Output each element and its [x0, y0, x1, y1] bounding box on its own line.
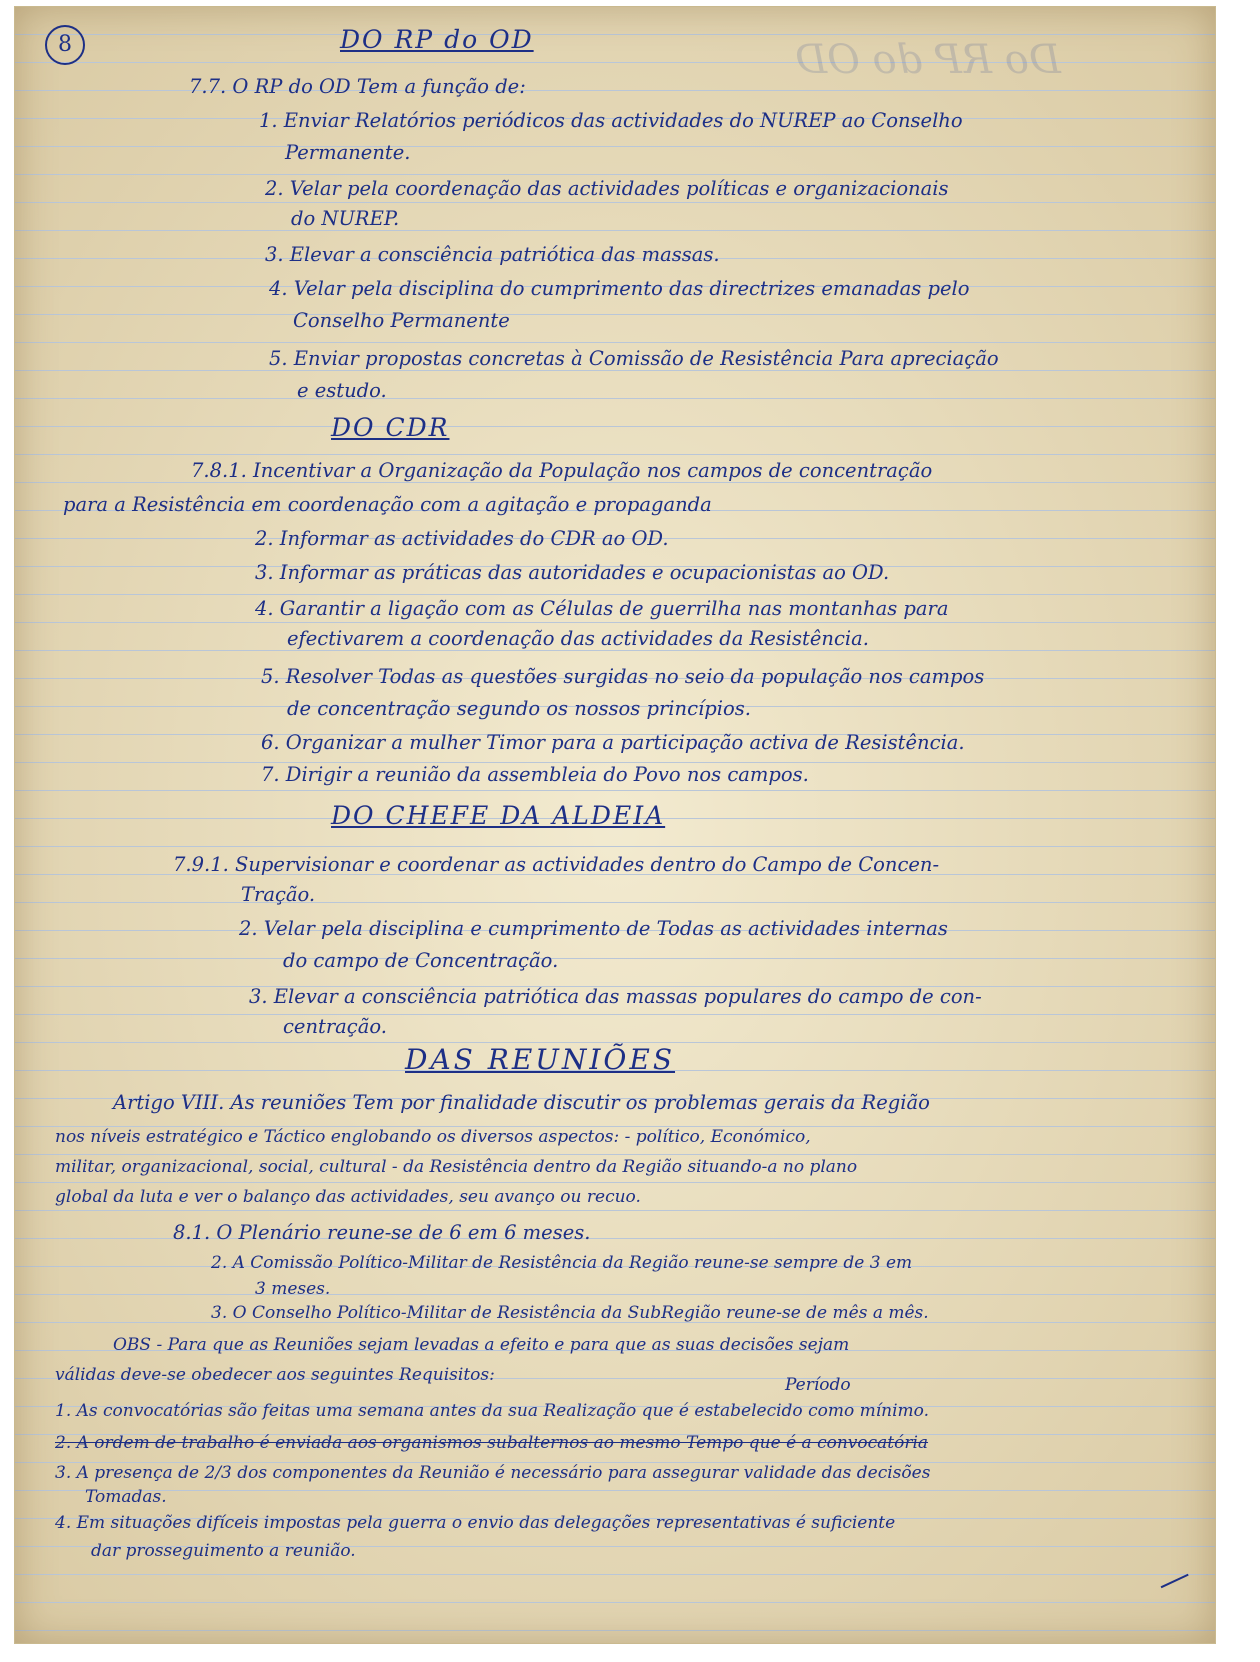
reunioes-line: militar, organizacional, social, cultural - da Resistência dentro da Região situando-a no plano	[55, 1157, 858, 1177]
heading-rp-od: DO RP do OD	[340, 25, 534, 54]
heading-reunioes: DAS REUNIÕES	[405, 1043, 676, 1076]
rp-od-intro: 7.7. O RP do OD Tem a função de:	[189, 75, 526, 98]
reunioes-obs-line: válidas deve-se obedecer aos seguintes Requisitos:	[55, 1365, 495, 1385]
page-marker: 8	[45, 25, 85, 65]
rp-od-item: 1. Enviar Relatórios periódicos das actividades do NUREP ao Conselho	[259, 109, 963, 132]
requisite-line: dar prosseguimento a reunião.	[91, 1541, 356, 1561]
cdr-line: 5. Resolver Todas as questões surgidas no seio da população nos campos	[261, 665, 985, 688]
reunioes-line: Artigo VIII. As reuniões Tem por finalidade discutir os problemas gerais da Região	[113, 1091, 930, 1114]
chefe-line: Tração.	[241, 883, 316, 906]
cdr-line: 4. Garantir a ligação com as Células de guerrilha nas montanhas para	[255, 597, 949, 620]
chefe-line: centração.	[283, 1015, 387, 1038]
rp-od-item: e estudo.	[297, 379, 387, 402]
requisite-line: 2. A ordem de trabalho é enviada aos organismos subalternos ao mesmo Tempo que é a convocatória	[55, 1433, 929, 1453]
reunioes-line: nos níveis estratégico e Táctico englobando os diversos aspectos: - político, Económico,	[55, 1127, 811, 1147]
chefe-line: do campo de Concentração.	[283, 949, 559, 972]
rp-od-item: Conselho Permanente	[293, 309, 510, 332]
rp-od-item: 2. Velar pela coordenação das actividades políticas e organizacionais	[265, 177, 949, 200]
requisite-line: Tomadas.	[85, 1487, 167, 1507]
cdr-line: 6. Organizar a mulher Timor para a participação activa de Resistência.	[261, 731, 965, 754]
requisite-line: 1. As convocatórias são feitas uma semana antes da sua Realização que é estabelecido como mínimo.	[55, 1401, 929, 1421]
chefe-line: 2. Velar pela disciplina e cumprimento de Todas as actividades internas	[239, 917, 948, 940]
initials-mark	[1151, 1554, 1188, 1588]
rp-od-item: 4. Velar pela disciplina do cumprimento das directrizes emanadas pelo	[269, 277, 970, 300]
cdr-line: para a Resistência em coordenação com a agitação e propaganda	[63, 493, 712, 516]
heading-cdr: DO CDR	[331, 413, 450, 442]
reunioes-line: 8.1. O Plenário reune-se de 6 em 6 meses.	[173, 1221, 591, 1244]
rp-od-item: do NUREP.	[291, 207, 400, 230]
cdr-line: 2. Informar as actividades do CDR ao OD.	[255, 527, 669, 550]
cdr-line: de concentração segundo os nossos princípios.	[287, 697, 751, 720]
reunioes-period-note: Período	[785, 1375, 851, 1395]
reunioes-line: 3 meses.	[255, 1279, 331, 1299]
cdr-line: 3. Informar as práticas das autoridades e ocupacionistas ao OD.	[255, 561, 890, 584]
reunioes-line: 3. O Conselho Político-Militar de Resistência da SubRegião reune-se de mês a mês.	[211, 1303, 929, 1323]
bleed-through-text: Do RP do OD	[795, 37, 1061, 83]
cdr-line: 7.8.1. Incentivar a Organização da População nos campos de concentração	[191, 459, 933, 482]
rp-od-item: 3. Elevar a consciência patriótica das massas.	[265, 243, 720, 266]
cdr-line: efectivarem a coordenação das actividades da Resistência.	[287, 627, 869, 650]
rp-od-item: 5. Enviar propostas concretas à Comissão de Resistência Para apreciação	[269, 347, 999, 370]
cdr-line: 7. Dirigir a reunião da assembleia do Povo nos campos.	[261, 763, 809, 786]
reunioes-line: 2. A Comissão Político-Militar de Resistência da Região reune-se sempre de 3 em	[211, 1253, 913, 1273]
chefe-line: 7.9.1. Supervisionar e coordenar as actividades dentro do Campo de Concen-	[173, 853, 940, 876]
rp-od-item: Permanente.	[285, 141, 411, 164]
reunioes-obs-line: OBS - Para que as Reuniões sejam levadas a efeito e para que as suas decisões sejam	[113, 1335, 850, 1355]
requisite-line: 4. Em situações difíceis impostas pela guerra o envio das delegações representativas é suficiente	[55, 1513, 896, 1533]
requisite-line: 3. A presença de 2/3 dos componentes da Reunião é necessário para assegurar validade das decisões	[55, 1463, 931, 1483]
reunioes-line: global da luta e ver o balanço das actividades, seu avanço ou recuo.	[55, 1187, 641, 1207]
chefe-line: 3. Elevar a consciência patriótica das massas populares do campo de con-	[249, 985, 982, 1008]
heading-chefe-aldeia: DO CHEFE DA ALDEIA	[331, 801, 666, 830]
notebook-page	[14, 6, 1216, 1644]
